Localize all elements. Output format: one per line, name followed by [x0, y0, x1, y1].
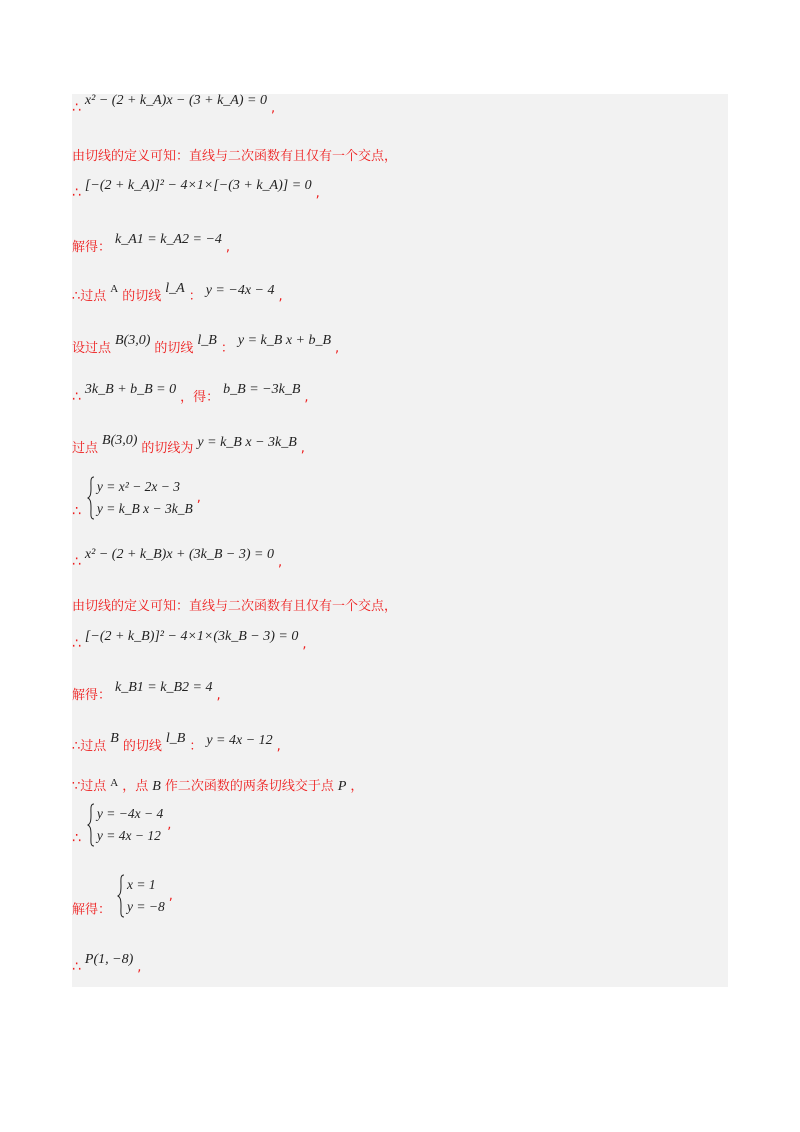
equation-line — [72, 232, 231, 258]
label-text: 的切线为 — [141, 441, 194, 456]
therefore-symbol: ∴ — [72, 185, 81, 201]
label-text: 解得： — [72, 240, 112, 255]
system-equation: y = −8 — [127, 899, 165, 914]
text-line — [72, 776, 363, 797]
equation-line — [72, 433, 305, 459]
math-expression: y = k_B x + b_B — [237, 333, 332, 348]
equation-line — [72, 333, 340, 359]
therefore-symbol: ∴ — [72, 830, 81, 847]
label-text: 的切线 — [122, 289, 162, 304]
left-brace-icon — [87, 803, 95, 847]
punctuation: , — [216, 688, 221, 703]
math-expression: k_A1 = k_A2 = −4 — [115, 232, 222, 247]
math-expression: k_B1 = k_B2 = 4 — [115, 680, 213, 695]
label-text: ： — [188, 289, 202, 304]
label-text: 设过点 — [72, 341, 112, 356]
text-line: 由切线的定义可知：直线与二次函数有且仅有一个交点， — [72, 149, 398, 164]
equation-line — [72, 178, 320, 204]
punctuation: , — [315, 186, 320, 201]
equation-system-line — [72, 874, 173, 918]
equation-line — [72, 93, 276, 119]
math-expression: x² − (2 + k_A)x − (3 + k_A) = 0 — [84, 93, 267, 108]
equation-line — [72, 382, 309, 408]
math-symbol: l_B — [197, 333, 217, 348]
therefore-symbol: ∴ — [72, 959, 81, 975]
equation-system — [117, 874, 165, 918]
math-expression: y = k_B x − 3k_B — [197, 435, 297, 450]
left-brace-icon — [87, 476, 95, 520]
math-expression: [−(2 + k_A)]² − 4×1×[−(3 + k_A)] = 0 — [84, 178, 312, 193]
equation-system-line — [72, 476, 201, 520]
label-text: ： — [189, 739, 203, 754]
therefore-symbol: ∴ — [72, 100, 81, 116]
label-text: ∴过点 — [72, 289, 107, 304]
math-symbol: l_A — [165, 281, 185, 296]
math-expression: B(3,0) — [102, 433, 138, 448]
point-name: P — [337, 779, 347, 794]
punctuation: , — [278, 289, 283, 304]
equation-line — [72, 952, 142, 978]
therefore-symbol: ∴ — [72, 554, 81, 570]
equation-system — [87, 803, 163, 847]
punctuation: , — [168, 888, 173, 904]
math-expression: [−(2 + k_B)]² − 4×1×(3k_B − 3) = 0 — [84, 629, 299, 644]
math-expression: x² − (2 + k_B)x + (3k_B − 3) = 0 — [84, 547, 274, 562]
punctuation: , — [302, 637, 307, 652]
punctuation: , — [196, 490, 201, 506]
system-equation: y = k_B x − 3k_B — [96, 501, 193, 516]
label-text: ： — [220, 341, 234, 356]
punctuation: , — [335, 341, 340, 356]
punctuation: , — [225, 240, 231, 255]
punctuation: , — [300, 441, 305, 456]
equation-line — [72, 281, 283, 307]
label-text: 的切线 — [122, 739, 162, 754]
therefore-symbol: ∴ — [72, 503, 81, 520]
equation-line — [72, 547, 283, 573]
solution-panel — [72, 94, 728, 987]
punctuation: , — [304, 390, 309, 405]
label-text: 的切线 — [154, 341, 194, 356]
therefore-symbol: ∴ — [72, 636, 81, 652]
math-expression: y = −4x − 4 — [205, 283, 275, 298]
equation-system-line — [72, 803, 171, 847]
math-expression: 3k_B + b_B = 0 — [84, 382, 177, 397]
label-text: 作二次函数的两条切线交于点 — [164, 779, 334, 794]
label-text: ，点 — [122, 779, 149, 794]
punctuation: , — [270, 101, 276, 116]
label-text: ∵过点 — [72, 779, 107, 794]
point-name: B — [152, 779, 161, 794]
equation-system — [87, 476, 193, 520]
punctuation: ， — [350, 779, 364, 794]
punctuation: , — [167, 817, 172, 833]
equation-line — [72, 731, 281, 757]
math-expression: y = 4x − 12 — [206, 733, 273, 748]
punctuation: , — [277, 555, 283, 570]
equation-line — [72, 629, 307, 655]
text-line: 由切线的定义可知：直线与二次函数有且仅有一个交点， — [72, 599, 398, 614]
left-brace-icon — [117, 874, 125, 918]
math-expression: b_B = −3k_B — [223, 382, 301, 397]
label-text: ∴过点 — [72, 739, 107, 754]
system-equation: y = x² − 2x − 3 — [96, 479, 181, 494]
point-name: B — [110, 731, 119, 746]
label-text: 过点 — [72, 441, 99, 456]
system-equation: y = 4x − 12 — [96, 828, 161, 843]
punctuation: , — [137, 960, 142, 975]
label-text: ，得： — [180, 390, 220, 405]
system-equation: y = −4x − 4 — [96, 806, 164, 821]
therefore-symbol: ∴ — [72, 389, 81, 405]
label-text: 解得： — [72, 902, 112, 918]
math-expression: P(1, −8) — [84, 952, 134, 967]
point-name: A — [110, 283, 119, 295]
label-text: 解得： — [72, 688, 112, 703]
system-equation: x = 1 — [127, 877, 156, 892]
point-name: A — [110, 777, 119, 789]
equation-line — [72, 680, 221, 706]
math-expression: B(3,0) — [115, 333, 151, 348]
math-symbol: l_B — [165, 731, 186, 746]
punctuation: , — [276, 739, 281, 754]
